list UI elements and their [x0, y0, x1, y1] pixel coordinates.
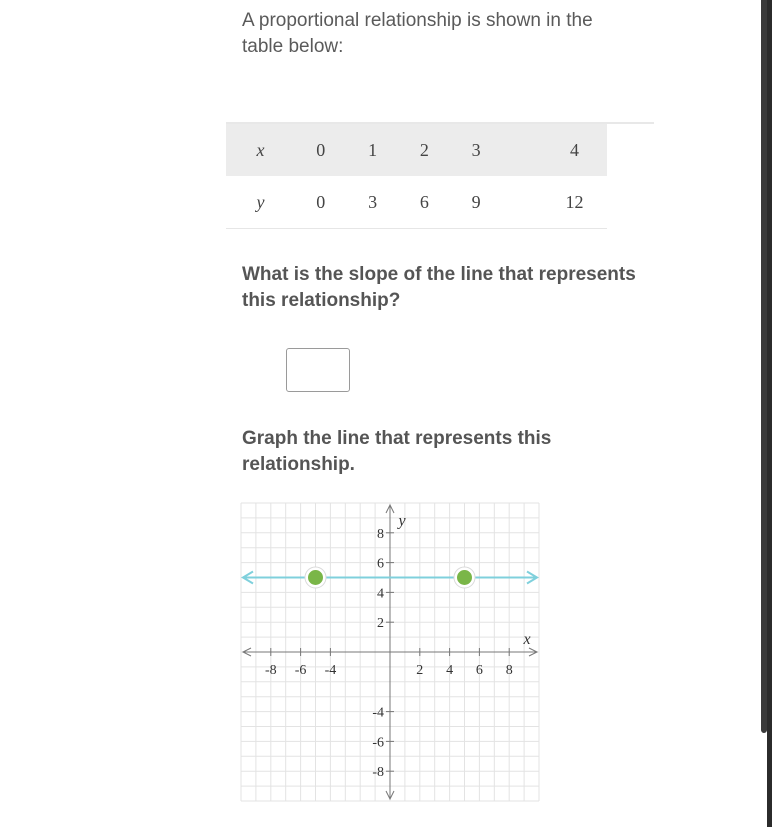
line-point-handle[interactable] — [307, 569, 325, 587]
table-row-x — [226, 124, 607, 176]
table-cell: 6 — [398, 176, 450, 229]
scrollbar-rail — [767, 0, 772, 827]
x-tick-label: 2 — [416, 663, 424, 678]
x-tick-label: 4 — [446, 663, 454, 678]
table-cell: 9 — [450, 176, 502, 229]
y-tick-label: 2 — [377, 616, 384, 632]
slope-answer-input[interactable] — [286, 348, 350, 392]
table-cell: 3 — [347, 176, 399, 229]
x-tick-label: 6 — [475, 663, 483, 678]
table-cell: 1 — [347, 124, 399, 176]
y-tick-label: -8 — [372, 765, 384, 781]
table-cell: 3 — [450, 124, 502, 176]
y-tick-label: -4 — [372, 705, 384, 721]
y-tick-label: 8 — [377, 526, 384, 542]
table-cell: 12 — [502, 176, 607, 229]
coordinate-graph[interactable] — [240, 500, 542, 804]
table-cell: 4 — [502, 124, 607, 176]
proportion-table — [226, 124, 607, 229]
y-tick-label: 6 — [377, 556, 384, 572]
row-header-x: x — [226, 124, 295, 176]
y-axis-label: y — [398, 512, 406, 530]
table-cell: 0 — [295, 124, 347, 176]
table-row-y — [226, 176, 607, 229]
x-tick-label: -8 — [264, 663, 277, 678]
table-cell: 0 — [295, 176, 347, 229]
slope-question: What is the slope of the line that represents this relationship? — [242, 264, 636, 311]
graph-question: Graph the line that represents this relationship. — [242, 428, 552, 475]
line-point-handle[interactable] — [456, 569, 474, 587]
x-tick-label: -6 — [294, 663, 307, 678]
x-tick-label: -4 — [324, 663, 337, 678]
y-tick-label: -6 — [372, 735, 384, 751]
x-tick-label: 8 — [505, 663, 513, 678]
row-header-y: y — [226, 176, 295, 229]
intro-text: A proportional relationship is shown in the table below: — [242, 10, 593, 57]
y-tick-label: 4 — [377, 586, 384, 602]
x-axis-label: x — [523, 631, 531, 648]
table-cell: 2 — [398, 124, 450, 176]
